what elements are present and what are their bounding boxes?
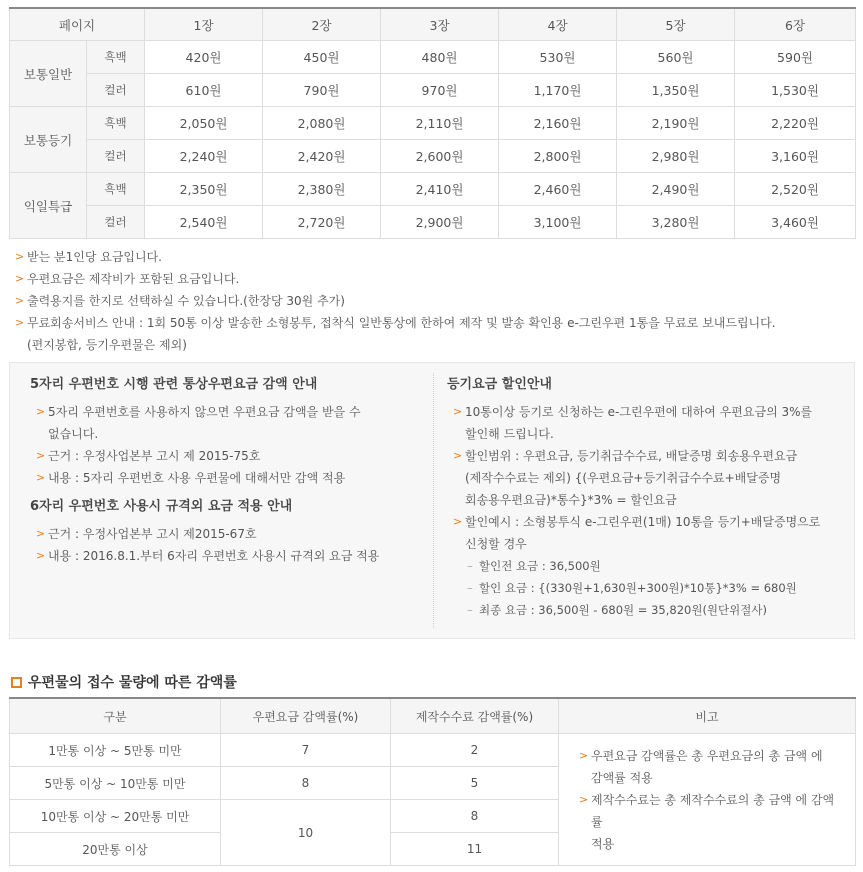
table-row	[10, 173, 856, 206]
price-cell: 3,280원	[617, 206, 735, 239]
price-table	[9, 7, 856, 239]
fee-rate-cell: 2	[391, 734, 559, 767]
chevron-right-icon: >	[453, 449, 463, 462]
price-cell: 530원	[499, 41, 617, 74]
price-cell: 2,190원	[617, 107, 735, 140]
note-item: > 출력용지를 한지로 선택하실 수 있습니다.(한장당 30원 추가)	[15, 290, 845, 312]
section-title: 우편물의 접수 물량에 따른 감액률	[11, 672, 237, 692]
dash-icon: –	[467, 559, 473, 573]
postal-rate-cell: 7	[221, 734, 391, 767]
chevron-right-icon: >	[36, 449, 46, 462]
price-cell: 2,420원	[263, 140, 381, 173]
info-item: > 내용 : 2016.8.1.부터 6자리 우편번호 사용시 규격외 요금 적용	[30, 545, 430, 567]
discount-table	[9, 697, 856, 866]
range-cell: 5만통 이상 ~ 10만통 미만	[10, 767, 221, 800]
price-cell: 420원	[145, 41, 263, 74]
header-2: 2장	[263, 8, 381, 41]
remark-item: > 우편요금 감액률은 총 우편요금의 총 금액 에 감액률 적용	[573, 745, 845, 789]
header-page: 페이지	[10, 8, 145, 41]
example-item: – 최종 요금 : 36,500원 - 680원 = 35,820원(원단위절사)	[447, 599, 847, 621]
type-cell: 컬러	[87, 140, 145, 173]
category-cell: 보통등기	[10, 107, 87, 173]
fee-rate-cell: 11	[391, 833, 559, 866]
postal-code-5-title: 5자리 우편번호 시행 관련 통상우편요금 감액 안내	[30, 377, 318, 392]
price-cell: 2,050원	[145, 107, 263, 140]
note-item: > 무료회송서비스 안내 : 1회 50통 이상 발송한 소형봉투, 접착식 일반통상에 한하여 제작 및 발송 확인용 e-그린우편 1통을 무료로 보내드립니다.	[15, 312, 845, 334]
type-cell: 흑백	[87, 173, 145, 206]
chevron-right-icon: >	[15, 316, 25, 329]
chevron-right-icon: >	[453, 405, 463, 418]
table-row	[10, 140, 856, 173]
price-cell: 3,100원	[499, 206, 617, 239]
table-row	[10, 107, 856, 140]
header-category: 구분	[10, 698, 221, 734]
range-cell: 10만통 이상 ~ 20만통 미만	[10, 800, 221, 833]
type-cell: 흑백	[87, 107, 145, 140]
chevron-right-icon: >	[453, 515, 463, 528]
price-cell: 2,600원	[381, 140, 499, 173]
price-cell: 450원	[263, 41, 381, 74]
remark-item: > 제작수수료는 총 제작수수료의 총 금액 에 감액률 적용	[573, 789, 845, 855]
chevron-right-icon: >	[15, 250, 25, 263]
chevron-right-icon: >	[15, 272, 25, 285]
price-cell: 970원	[381, 74, 499, 107]
fee-rate-cell: 8	[391, 800, 559, 833]
discount-table-header	[10, 698, 856, 734]
header-6: 6장	[735, 8, 856, 41]
dash-icon: –	[467, 603, 473, 617]
square-bullet-icon	[11, 677, 22, 688]
chevron-right-icon: >	[36, 549, 46, 562]
price-cell: 2,220원	[735, 107, 856, 140]
price-cell: 590원	[735, 41, 856, 74]
note-item: > 받는 분1인당 요금입니다.	[15, 246, 845, 268]
chevron-right-icon: >	[36, 405, 46, 418]
price-cell: 2,240원	[145, 140, 263, 173]
price-cell: 2,800원	[499, 140, 617, 173]
table-row	[10, 206, 856, 239]
header-1: 1장	[145, 8, 263, 41]
price-cell: 2,900원	[381, 206, 499, 239]
header-fee-rate: 제작수수료 감액률(%)	[391, 698, 559, 734]
range-cell: 20만통 이상	[10, 833, 221, 866]
info-left-column	[30, 371, 430, 567]
info-item: > 10통이상 등기로 신청하는 e-그린우편에 대하여 우편요금의 3%를 할인해 드립니다.	[447, 401, 847, 445]
example-item: – 할인 요금 : {(330원+1,630원+300원)*10통}*3% = 680원	[447, 577, 847, 599]
price-cell: 560원	[617, 41, 735, 74]
info-item: > 할인예시 : 소형봉투식 e-그린우편(1매) 10통을 등기+배달증명으로 신청할 경우	[447, 511, 847, 555]
postal-rate-cell: 8	[221, 767, 391, 800]
notes-list	[15, 246, 845, 356]
price-cell: 2,380원	[263, 173, 381, 206]
price-cell: 2,410원	[381, 173, 499, 206]
fee-rate-cell: 5	[391, 767, 559, 800]
price-cell: 2,350원	[145, 173, 263, 206]
chevron-right-icon: >	[36, 471, 46, 484]
postal-rate-cell: 10	[221, 800, 391, 866]
note-continuation: (편지봉합, 등기우편물은 제외)	[27, 338, 187, 352]
price-cell: 2,160원	[499, 107, 617, 140]
info-item: > 근거 : 우정사업본부 고시 제2015-67호	[30, 523, 430, 545]
price-cell: 2,720원	[263, 206, 381, 239]
remarks-cell	[559, 734, 856, 866]
price-cell: 3,460원	[735, 206, 856, 239]
price-cell: 2,110원	[381, 107, 499, 140]
info-item: > 할인범위 : 우편요금, 등기취급수수료, 배달증명 회송용우편요금 (제작수수료는 제외) {(우편요금+등기취급수수료+배달증명 회송용우편요금)*통수}*3% = 할인요금	[447, 445, 847, 511]
type-cell: 컬러	[87, 74, 145, 107]
info-box	[9, 362, 855, 639]
price-cell: 2,540원	[145, 206, 263, 239]
header-remarks: 비고	[559, 698, 856, 734]
price-cell: 790원	[263, 74, 381, 107]
price-cell: 2,080원	[263, 107, 381, 140]
info-right-column	[447, 371, 847, 621]
type-cell: 컬러	[87, 206, 145, 239]
chevron-right-icon: >	[36, 527, 46, 540]
price-cell: 2,980원	[617, 140, 735, 173]
table-row	[10, 74, 856, 107]
chevron-right-icon: >	[579, 748, 589, 762]
header-5: 5장	[617, 8, 735, 41]
header-4: 4장	[499, 8, 617, 41]
price-cell: 2,520원	[735, 173, 856, 206]
type-cell: 흑백	[87, 41, 145, 74]
price-cell: 1,350원	[617, 74, 735, 107]
example-item: – 할인전 요금 : 36,500원	[447, 555, 847, 577]
price-cell: 3,160원	[735, 140, 856, 173]
column-divider	[433, 373, 434, 628]
table-row	[10, 734, 856, 767]
price-cell: 1,530원	[735, 74, 856, 107]
info-item: > 근거 : 우정사업본부 고시 제 2015-75호	[30, 445, 430, 467]
category-cell: 보통일반	[10, 41, 87, 107]
price-cell: 480원	[381, 41, 499, 74]
chevron-right-icon: >	[15, 294, 25, 307]
price-cell: 1,170원	[499, 74, 617, 107]
price-cell: 610원	[145, 74, 263, 107]
header-3: 3장	[381, 8, 499, 41]
price-table-header	[10, 8, 856, 41]
range-cell: 1만통 이상 ~ 5만통 미만	[10, 734, 221, 767]
note-item: > 우편요금은 제작비가 포함된 요금입니다.	[15, 268, 845, 290]
chevron-right-icon: >	[579, 792, 589, 806]
price-cell: 2,490원	[617, 173, 735, 206]
category-cell: 익일특급	[10, 173, 87, 239]
info-item: > 내용 : 5자리 우편번호 사용 우편물에 대해서만 감액 적용	[30, 467, 430, 489]
header-postal-rate: 우편요금 감액률(%)	[221, 698, 391, 734]
info-item: > 5자리 우편번호를 사용하지 않으면 우편요금 감액을 받을 수 없습니다.	[30, 401, 430, 445]
price-cell: 2,460원	[499, 173, 617, 206]
postal-code-6-title: 6자리 우편번호 사용시 규격외 요금 적용 안내	[30, 499, 293, 514]
table-row	[10, 41, 856, 74]
registered-discount-title: 등기요금 할인안내	[447, 377, 552, 392]
dash-icon: –	[467, 581, 473, 595]
